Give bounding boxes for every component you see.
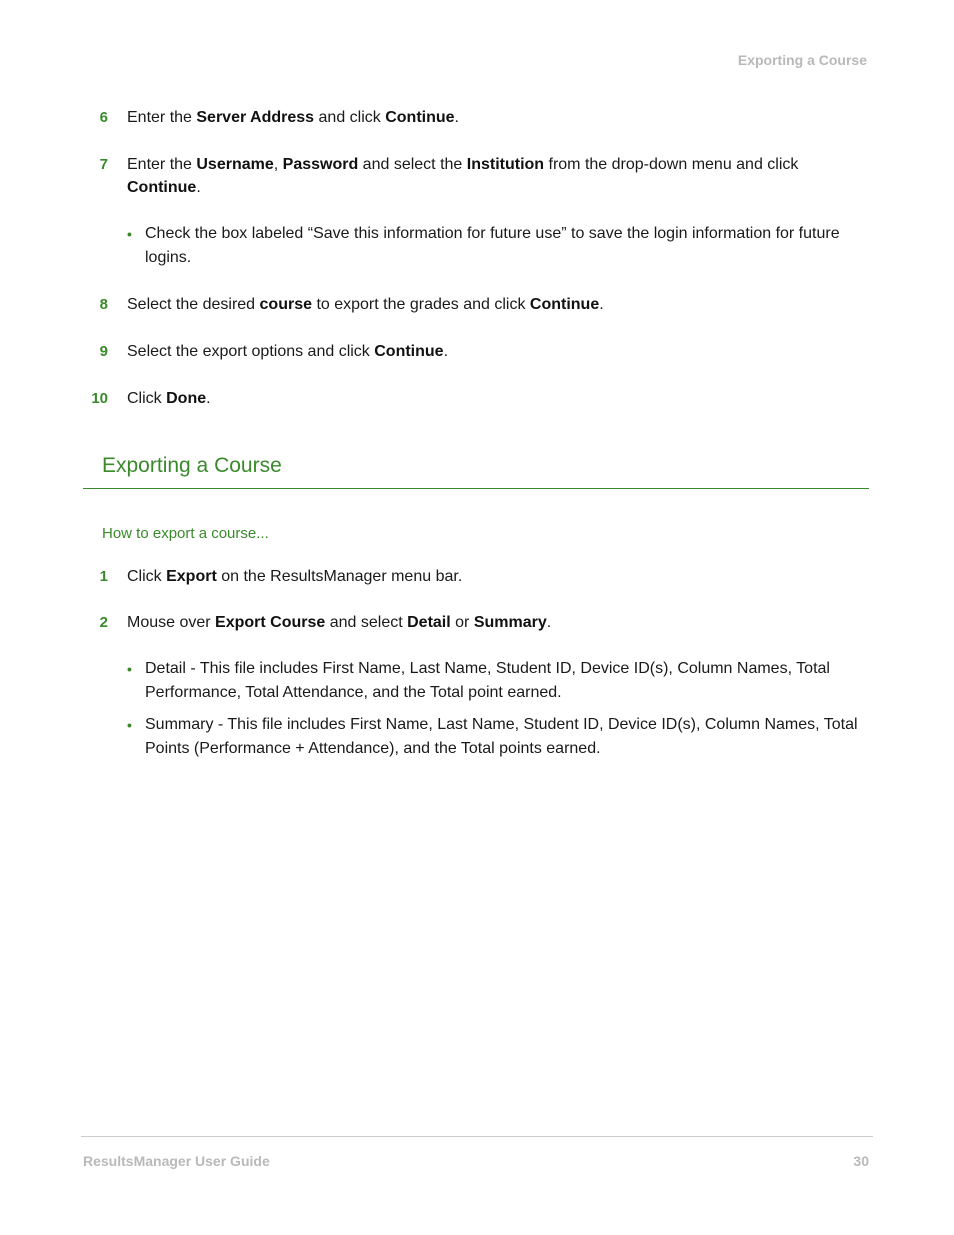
section-title: Exporting a Course — [102, 454, 282, 477]
step-text: Click Export on the ResultsManager menu bar. — [127, 568, 463, 585]
step-number: 7 — [99, 156, 108, 173]
bullet-dot: • — [127, 226, 132, 242]
step-number: 8 — [99, 296, 108, 313]
bullet-dot: • — [127, 661, 132, 677]
step-number: 1 — [99, 568, 108, 585]
step-text: Enter the Server Address and click Continue. — [127, 109, 459, 126]
footer-guide-title: ResultsManager User Guide — [83, 1153, 270, 1169]
running-header: Exporting a Course — [737, 52, 867, 68]
step-text: Select the desired course to export the grades and click Continue. — [127, 296, 604, 313]
step-number: 2 — [99, 614, 108, 631]
step-text: Click Done. — [127, 390, 211, 407]
step-text: Mouse over Export Course and select Detail or Summary. — [127, 614, 552, 631]
step-number: 6 — [99, 109, 108, 126]
bullet-dot: • — [127, 717, 132, 733]
howto-heading: How to export a course... — [102, 525, 269, 542]
bullet-text: Summary - This file includes First Name, Last Name, Student ID, Device ID(s), Column Names, Total Points (Performance + Attendance), and the Total points earned. — [145, 716, 858, 757]
footer-page-number: 30 — [853, 1153, 869, 1169]
step-number: 10 — [91, 390, 108, 407]
footer-divider — [81, 1136, 873, 1137]
bullet-text: Detail - This file includes First Name, Last Name, Student ID, Device ID(s), Column Names, Total Performance, Total Attendance, and the Total point earned. — [145, 660, 830, 701]
step-text: Select the export options and click Continue. — [127, 343, 449, 360]
section-divider — [83, 488, 869, 489]
bullet-text: Check the box labeled “Save this information for future use” to save the login information for future logins. — [145, 225, 840, 266]
step-text: Enter the Username, Password and select the Institution from the drop-down menu and click Continue. — [127, 156, 799, 196]
step-number: 9 — [99, 343, 108, 360]
